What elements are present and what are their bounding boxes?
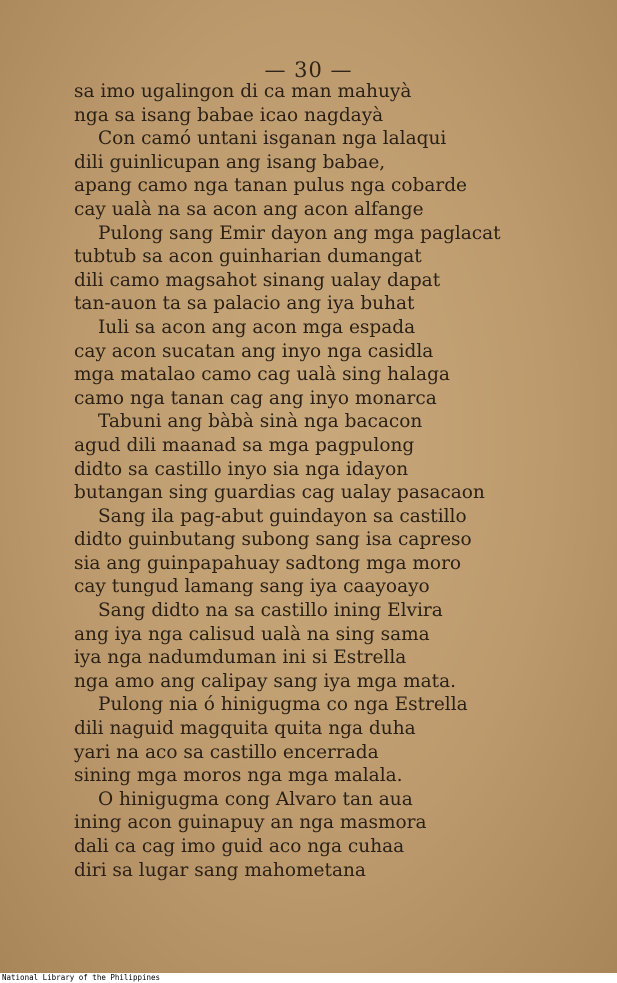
poem-line: dali ca cag imo guid aco nga cuhaa — [74, 836, 405, 857]
poem-line: dili guinlicupan ang isang babae, — [74, 151, 386, 173]
poem-line: didto guinbutang subong sang isa capreso — [74, 529, 472, 551]
poem-line: sining mga moros nga mga malala. — [74, 765, 403, 787]
poem-line: Sang ila pag-abut guindayon sa castillo — [98, 505, 467, 527]
poem-line: sa imo ugalingon di ca man mahuyà — [74, 81, 412, 102]
poem-line: butangan sing guardias cag ualay pasacaon — [74, 482, 485, 504]
poem-line: didto sa castillo inyo sia nga idayon — [74, 458, 409, 480]
poem-line: cay acon sucatan ang inyo nga casidla — [74, 340, 434, 362]
poem-line: camo nga tanan cag ang inyo monarca — [74, 387, 437, 409]
poem-line: apang camo nga tanan pulus nga cobarde — [74, 175, 467, 197]
poem-line: Sang didto na sa castillo ining Elvira — [98, 600, 443, 622]
poem-line: cay tungud lamang sang iya caayoayo — [74, 576, 430, 598]
poem-line: Pulong sang Emir dayon ang mga paglacat — [98, 222, 501, 244]
page-number: — 30 — — [264, 58, 353, 82]
poem-line: nga amo ang calipay sang iya mga mata. — [74, 670, 457, 692]
poem-line: diri sa lugar sang mahometana — [74, 859, 366, 881]
poem-line: Pulong nia ó hinigugma co nga Estrella — [98, 694, 468, 716]
poem-line: ang iya nga calisud ualà na sing sama — [74, 623, 430, 645]
poem-line: yari na aco sa castillo encerrada — [74, 741, 379, 763]
poem-line: agud dili maanad sa mga pagpulong — [74, 434, 415, 456]
poem-line: tan-auon ta sa palacio ang iya buhat — [74, 293, 415, 315]
poem-line: cay ualà na sa acon ang acon alfange — [74, 198, 424, 220]
poem-line: Tabuni ang bàbà sinà nga bacacon — [98, 411, 423, 433]
poem-line: iya nga nadumduman ini si Estrella — [74, 647, 407, 669]
poem-line: O hinigugma cong Alvaro tan aua — [98, 788, 413, 810]
poem-line: ining acon guinapuy an nga masmora — [74, 812, 427, 834]
poem-line: nga sa isang babae icao nagdayà — [74, 104, 384, 126]
poem-text — [0, 80, 617, 882]
poem-line: dili naguid magquita quita nga duha — [74, 718, 416, 740]
poem-line: mga matalao camo cag ualà sing halaga — [74, 364, 450, 386]
library-credit: National Library of the Philippines — [2, 973, 161, 982]
poem-line: tubtub sa acon guinharian dumangat — [74, 246, 422, 268]
poem-line: Iuli sa acon ang acon mga espada — [98, 316, 416, 338]
poem-line: Con camó untani isganan nga lalaqui — [98, 128, 447, 150]
poem-line: sia ang guinpapahuay sadtong mga moro — [74, 552, 462, 574]
poem-line: dili camo magsahot sinang ualay dapat — [74, 269, 441, 291]
